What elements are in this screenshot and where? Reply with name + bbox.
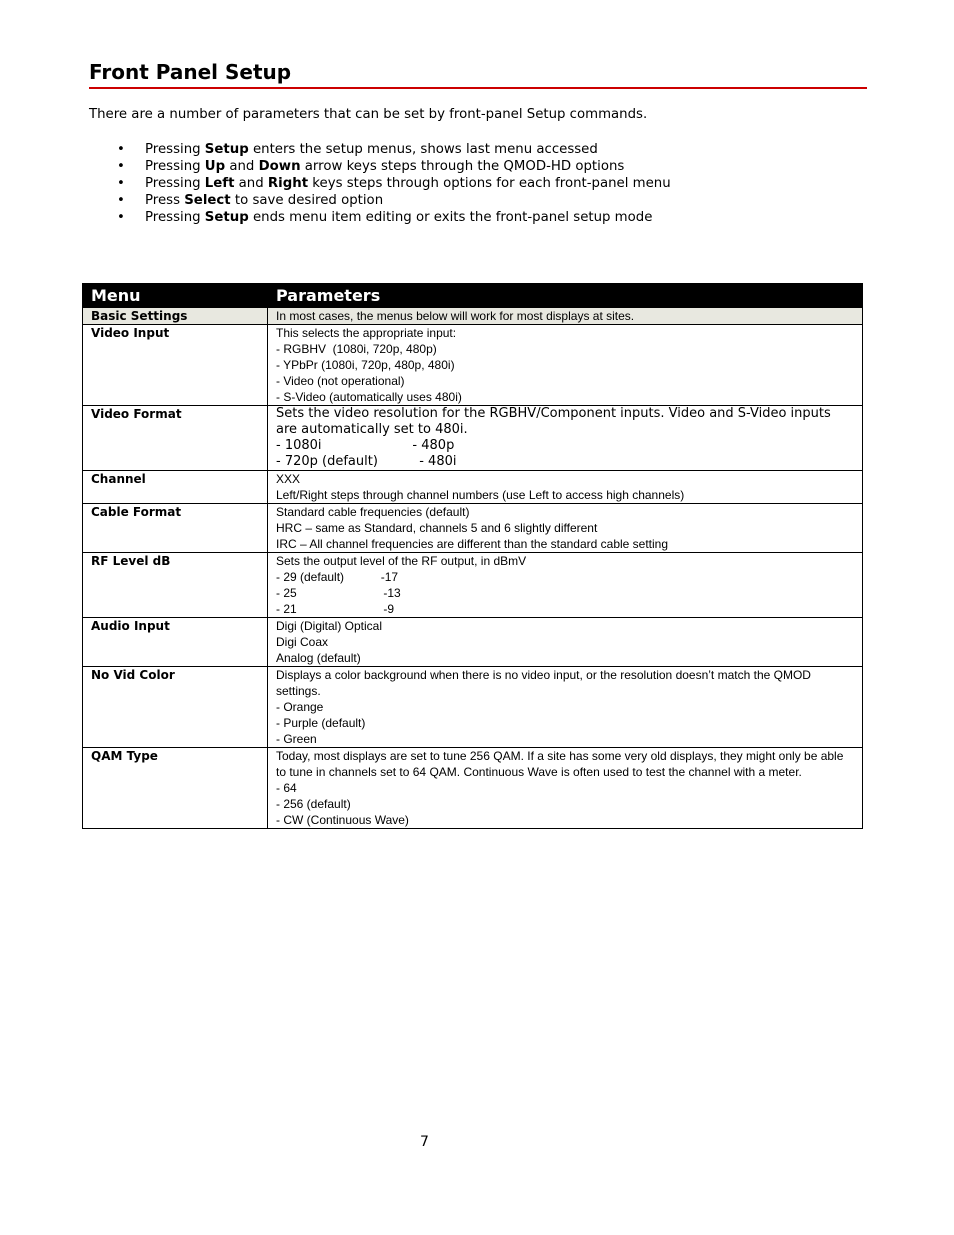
list-item: • Press Select to save desired option	[114, 192, 671, 209]
table-row	[83, 325, 863, 406]
parameter-line: - Orange	[276, 700, 324, 714]
parameter-line: - RGBHV (1080i, 720p, 480p)	[276, 342, 437, 356]
parameter-line: Digi Coax	[276, 635, 329, 649]
table-row	[83, 471, 863, 504]
parameter-line: Left/Right steps through channel numbers (use Left to access high channels)	[276, 488, 685, 502]
menu-cell: RF Level dB	[83, 553, 268, 618]
table-row	[83, 618, 863, 667]
parameters-table	[82, 283, 863, 829]
parameters-cell	[268, 504, 863, 553]
parameters-cell	[268, 667, 863, 748]
menu-cell: No Vid Color	[83, 667, 268, 748]
parameter-line: - 29 (default) -17	[276, 570, 399, 584]
parameter-line: Standard cable frequencies (default)	[276, 505, 470, 519]
parameter-line: - 256 (default)	[276, 797, 351, 811]
parameter-line: - 21 -9	[276, 602, 395, 616]
parameter-line: - Purple (default)	[276, 716, 366, 730]
parameter-line: - CW (Continuous Wave)	[276, 813, 409, 827]
basic-settings-row	[83, 308, 863, 325]
parameter-line: Digi (Digital) Optical	[276, 619, 383, 633]
parameters-cell: In most cases, the menus below will work for most displays at sites.	[268, 308, 863, 325]
parameter-line: Displays a color background when there is no video input, or the resolution doesn’t match the QMOD settings.	[276, 668, 815, 698]
instruction-list	[114, 141, 671, 226]
parameter-line: XXX	[276, 472, 301, 486]
table-row	[83, 553, 863, 618]
table-header-row	[83, 284, 863, 308]
parameter-line: IRC – All channel frequencies are different than the standard cable setting	[276, 537, 669, 551]
intro-paragraph: There are a number of parameters that can be set by front-panel Setup commands.	[89, 107, 648, 122]
list-item: • Pressing Setup ends menu item editing or exits the front-panel setup mode	[114, 209, 671, 226]
parameters-cell	[268, 618, 863, 667]
menu-cell: Channel	[83, 471, 268, 504]
menu-cell: Video Input	[83, 325, 268, 406]
list-item: • Pressing Left and Right keys steps through options for each front-panel menu	[114, 175, 671, 192]
parameter-line: - 64	[276, 781, 297, 795]
parameter-line: Analog (default)	[276, 651, 361, 665]
parameter-line: - S-Video (automatically uses 480i)	[276, 390, 462, 404]
page-title: Front Panel Setup	[89, 60, 292, 84]
parameter-line: Sets the output level of the RF output, in dBmV	[276, 554, 527, 568]
parameter-line: - Green	[276, 732, 317, 746]
parameters-cell	[268, 553, 863, 618]
table-row	[83, 406, 863, 471]
table-row	[83, 748, 863, 829]
parameters-cell	[268, 748, 863, 829]
parameter-line: - 720p (default) - 480i	[276, 454, 457, 469]
parameter-line: - Video (not operational)	[276, 374, 405, 388]
menu-cell: Basic Settings	[83, 308, 268, 325]
menu-cell: Cable Format	[83, 504, 268, 553]
table-row	[83, 667, 863, 748]
parameter-line: Sets the video resolution for the RGBHV/Component inputs. Video and S-Video inputs are automatically set to 480i.	[276, 406, 831, 437]
title-underline	[89, 87, 867, 89]
parameter-line: Today, most displays are set to tune 256 QAM. If a site has some very old displays, they might only be able to tune in channels set to 64 QAM. Continuous Wave is often used to test the channel with a meter.	[276, 749, 847, 779]
list-item: • Pressing Up and Down arrow keys steps through the QMOD-HD options	[114, 158, 671, 175]
parameters-cell	[268, 471, 863, 504]
parameters-column-header: Parameters	[268, 284, 863, 308]
menu-cell: QAM Type	[83, 748, 268, 829]
list-item: • Pressing Setup enters the setup menus, shows last menu accessed	[114, 141, 671, 158]
menu-cell: Audio Input	[83, 618, 268, 667]
parameter-line: - YPbPr (1080i, 720p, 480p, 480i)	[276, 358, 455, 372]
parameter-line: - 1080i - 480p	[276, 438, 455, 453]
parameters-cell	[268, 406, 863, 471]
menu-cell: Video Format	[83, 406, 268, 471]
parameters-cell	[268, 325, 863, 406]
parameter-line: - 25 -13	[276, 586, 401, 600]
parameter-line: This selects the appropriate input:	[276, 326, 457, 340]
menu-column-header: Menu	[83, 284, 268, 308]
parameter-line: HRC – same as Standard, channels 5 and 6 slightly different	[276, 521, 598, 535]
table-row	[83, 504, 863, 553]
